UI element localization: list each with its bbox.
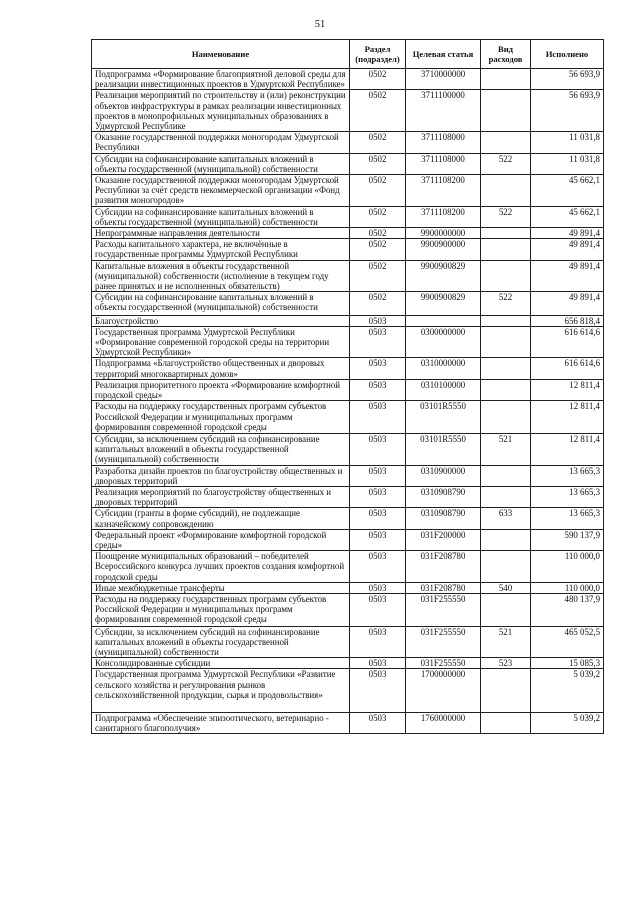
table-row bbox=[92, 153, 604, 174]
table-row bbox=[92, 582, 604, 593]
row-name: Подпрограмма «Обеспечение эпизоотического, ветеринарно - санитарного благополучия» bbox=[92, 712, 350, 733]
row-expense: 540 bbox=[481, 582, 531, 593]
row-article bbox=[406, 315, 481, 326]
row-name: Субсидии, за исключением субсидий на софинансирование капитальных вложений в объекты государственной (муниципальной) собственности bbox=[92, 626, 350, 658]
table-row bbox=[92, 206, 604, 227]
row-article: 9900900829 bbox=[406, 292, 481, 315]
row-article: 031F200000 bbox=[406, 529, 481, 550]
budget-table bbox=[91, 39, 604, 734]
row-section: 0503 bbox=[350, 712, 406, 733]
row-section: 0502 bbox=[350, 292, 406, 315]
row-expense: 521 bbox=[481, 433, 531, 465]
row-section: 0503 bbox=[350, 626, 406, 658]
row-section: 0503 bbox=[350, 551, 406, 583]
table-row bbox=[92, 292, 604, 315]
row-executed: 15 085,3 bbox=[531, 658, 604, 669]
row-section: 0502 bbox=[350, 239, 406, 260]
row-article: 9900900000 bbox=[406, 239, 481, 260]
row-article: 3711108200 bbox=[406, 206, 481, 227]
row-article: 3711100000 bbox=[406, 90, 481, 132]
row-section: 0503 bbox=[350, 593, 406, 626]
row-executed: 590 137,9 bbox=[531, 529, 604, 550]
table-body bbox=[92, 69, 604, 734]
row-expense bbox=[481, 175, 531, 207]
table-row bbox=[92, 712, 604, 733]
table-row bbox=[92, 401, 604, 434]
row-section: 0502 bbox=[350, 228, 406, 239]
row-executed: 45 662,1 bbox=[531, 206, 604, 227]
row-expense bbox=[481, 669, 531, 713]
row-name: Субсидии на софинансирование капитальных вложений в объекты государственной (муниципальной) собственности bbox=[92, 153, 350, 174]
row-article: 0310000000 bbox=[406, 358, 481, 379]
row-executed: 56 693,9 bbox=[531, 90, 604, 132]
row-expense bbox=[481, 358, 531, 379]
row-article: 0310908790 bbox=[406, 486, 481, 507]
row-executed: 12 811,4 bbox=[531, 401, 604, 434]
row-executed: 11 031,8 bbox=[531, 153, 604, 174]
row-section: 0502 bbox=[350, 153, 406, 174]
row-name: Расходы на поддержку государственных программ субъектов Российской Федерации и муниципальных программ формирования современной городской среды bbox=[92, 593, 350, 626]
row-executed: 49 891,4 bbox=[531, 292, 604, 315]
row-executed: 11 031,8 bbox=[531, 132, 604, 153]
table-row bbox=[92, 593, 604, 626]
row-executed: 110 000,0 bbox=[531, 582, 604, 593]
row-name: Субсидии, за исключением субсидий на софинансирование капитальных вложений в объекты государственной (муниципальной) собственности bbox=[92, 433, 350, 465]
row-section: 0502 bbox=[350, 175, 406, 207]
row-section: 0503 bbox=[350, 379, 406, 400]
row-expense: 521 bbox=[481, 626, 531, 658]
row-expense bbox=[481, 132, 531, 153]
row-name: Реализация мероприятий по строительству и (или) реконструкции объектов инфраструктуры в рамках реализации инвестиционных проектов в монопрофильных муниципальных образованиях в Удмуртской Республике bbox=[92, 90, 350, 132]
row-article: 3711108200 bbox=[406, 175, 481, 207]
row-article: 03101R5550 bbox=[406, 433, 481, 465]
row-article: 031F255550 bbox=[406, 658, 481, 669]
row-name: Федеральный проект «Формирование комфортной городской среды» bbox=[92, 529, 350, 550]
row-article: 031F255550 bbox=[406, 593, 481, 626]
row-article: 03101R5550 bbox=[406, 401, 481, 434]
row-article: 1700000000 bbox=[406, 669, 481, 713]
row-expense: 522 bbox=[481, 206, 531, 227]
row-section: 0503 bbox=[350, 433, 406, 465]
row-section: 0502 bbox=[350, 260, 406, 292]
row-executed: 13 665,3 bbox=[531, 486, 604, 507]
header-name: Наименование bbox=[92, 40, 350, 69]
row-section: 0502 bbox=[350, 206, 406, 227]
table-row bbox=[92, 529, 604, 550]
row-expense: 633 bbox=[481, 508, 531, 529]
table-row bbox=[92, 433, 604, 465]
row-expense bbox=[481, 239, 531, 260]
table-row bbox=[92, 358, 604, 379]
row-name: Капитальные вложения в объекты государственной (муниципальной) собственности (исполнение в текущем году ранее принятых и не исполненных обязательств) bbox=[92, 260, 350, 292]
row-expense bbox=[481, 326, 531, 358]
row-executed: 110 000,0 bbox=[531, 551, 604, 583]
row-executed: 5 039,2 bbox=[531, 712, 604, 733]
row-expense: 522 bbox=[481, 153, 531, 174]
row-article: 1760000000 bbox=[406, 712, 481, 733]
row-name: Реализация приоритетного проекта «Формирование комфортной городской среды» bbox=[92, 379, 350, 400]
row-name: Расходы капитального характера, не включённые в государственные программы Удмуртской Республики bbox=[92, 239, 350, 260]
row-expense bbox=[481, 593, 531, 626]
table-row bbox=[92, 175, 604, 207]
row-expense: 522 bbox=[481, 292, 531, 315]
row-name: Подпрограмма «Благоустройство общественных и дворовых территорий многоквартирных домов» bbox=[92, 358, 350, 379]
row-article: 3711108000 bbox=[406, 153, 481, 174]
row-article: 0310100000 bbox=[406, 379, 481, 400]
row-name: Благоустройство bbox=[92, 315, 350, 326]
row-executed: 12 811,4 bbox=[531, 433, 604, 465]
row-article: 0310908790 bbox=[406, 508, 481, 529]
row-executed: 656 818,4 bbox=[531, 315, 604, 326]
row-expense bbox=[481, 712, 531, 733]
table-row bbox=[92, 669, 604, 713]
row-executed: 616 614,6 bbox=[531, 358, 604, 379]
row-section: 0503 bbox=[350, 465, 406, 486]
row-section: 0503 bbox=[350, 582, 406, 593]
row-name: Субсидии на софинансирование капитальных вложений в объекты государственной (муниципальной) собственности bbox=[92, 206, 350, 227]
row-name: Непрограммные направления деятельности bbox=[92, 228, 350, 239]
table-row bbox=[92, 228, 604, 239]
row-name: Разработка дизайн проектов по благоустройству общественных и дворовых территорий bbox=[92, 465, 350, 486]
header-executed: Исполнено bbox=[531, 40, 604, 69]
row-section: 0503 bbox=[350, 529, 406, 550]
row-expense bbox=[481, 228, 531, 239]
row-article: 031F255550 bbox=[406, 626, 481, 658]
row-expense: 523 bbox=[481, 658, 531, 669]
row-section: 0503 bbox=[350, 486, 406, 507]
row-article: 3711108000 bbox=[406, 132, 481, 153]
row-name: Государственная программа Удмуртской Республики «Формирование современной городской среды на территории Удмуртской Республики» bbox=[92, 326, 350, 358]
row-executed: 49 891,4 bbox=[531, 239, 604, 260]
row-section: 0503 bbox=[350, 508, 406, 529]
table-row bbox=[92, 508, 604, 529]
table-row bbox=[92, 486, 604, 507]
row-expense bbox=[481, 379, 531, 400]
table-row bbox=[92, 90, 604, 132]
table-row bbox=[92, 69, 604, 90]
row-executed: 49 891,4 bbox=[531, 260, 604, 292]
row-executed: 616 614,6 bbox=[531, 326, 604, 358]
row-expense bbox=[481, 465, 531, 486]
row-article: 031F208780 bbox=[406, 551, 481, 583]
table-row bbox=[92, 315, 604, 326]
row-section: 0502 bbox=[350, 90, 406, 132]
row-expense bbox=[481, 90, 531, 132]
row-section: 0502 bbox=[350, 132, 406, 153]
row-expense bbox=[481, 315, 531, 326]
row-section: 0502 bbox=[350, 69, 406, 90]
row-executed: 465 052,5 bbox=[531, 626, 604, 658]
table-row bbox=[92, 658, 604, 669]
row-expense bbox=[481, 260, 531, 292]
table-row bbox=[92, 465, 604, 486]
row-name: Оказание государственной поддержки моногородам Удмуртской Республики bbox=[92, 132, 350, 153]
row-expense bbox=[481, 486, 531, 507]
row-section: 0503 bbox=[350, 326, 406, 358]
row-article: 3710000000 bbox=[406, 69, 481, 90]
header-expense: Вид расходов bbox=[481, 40, 531, 69]
row-section: 0503 bbox=[350, 401, 406, 434]
row-section: 0503 bbox=[350, 358, 406, 379]
header-article: Целевая статья bbox=[406, 40, 481, 69]
row-executed: 56 693,9 bbox=[531, 69, 604, 90]
table-row bbox=[92, 260, 604, 292]
row-name: Субсидии (гранты в форме субсидий), не подлежащие казначейскому сопровождению bbox=[92, 508, 350, 529]
row-article: 0310900000 bbox=[406, 465, 481, 486]
row-name: Подпрограмма «Формирование благоприятной деловой среды для реализации инвестиционных проектов в Удмуртской Республике» bbox=[92, 69, 350, 90]
table-row bbox=[92, 379, 604, 400]
row-executed: 12 811,4 bbox=[531, 379, 604, 400]
table-row bbox=[92, 132, 604, 153]
row-name: Поощрение муниципальных образований – победителей Всероссийского конкурса лучших проектов создания комфортной городской среды bbox=[92, 551, 350, 583]
row-executed: 480 137,9 bbox=[531, 593, 604, 626]
table-row bbox=[92, 551, 604, 583]
row-executed: 5 039,2 bbox=[531, 669, 604, 713]
row-name: Иные межбюджетные трансферты bbox=[92, 582, 350, 593]
row-name: Субсидии на софинансирование капитальных вложений в объекты государственной (муниципальной) собственности bbox=[92, 292, 350, 315]
row-section: 0503 bbox=[350, 658, 406, 669]
table-row bbox=[92, 626, 604, 658]
table-row bbox=[92, 326, 604, 358]
row-expense bbox=[481, 529, 531, 550]
row-name: Консолидированные субсидии bbox=[92, 658, 350, 669]
row-article: 9900000000 bbox=[406, 228, 481, 239]
row-article: 9900900829 bbox=[406, 260, 481, 292]
row-name: Государственная программа Удмуртской Республики «Развитие сельского хозяйства и регулирования рынков сельскохозяйственной продукции, сырья и продовольствия» bbox=[92, 669, 350, 713]
row-executed: 49 891,4 bbox=[531, 228, 604, 239]
row-section: 0503 bbox=[350, 315, 406, 326]
row-name: Расходы на поддержку государственных программ субъектов Российской Федерации и муниципальных программ формирования современной городской среды bbox=[92, 401, 350, 434]
row-expense bbox=[481, 551, 531, 583]
header-section: Раздел (подраздел) bbox=[350, 40, 406, 69]
row-name: Реализация мероприятий по благоустройству общественных и дворовых территорий bbox=[92, 486, 350, 507]
page-number: 51 bbox=[314, 19, 326, 30]
row-expense bbox=[481, 401, 531, 434]
row-executed: 13 665,3 bbox=[531, 465, 604, 486]
row-executed: 45 662,1 bbox=[531, 175, 604, 207]
table-header-row bbox=[92, 40, 604, 69]
row-executed: 13 665,3 bbox=[531, 508, 604, 529]
row-section: 0503 bbox=[350, 669, 406, 713]
row-article: 031F208780 bbox=[406, 582, 481, 593]
table-row bbox=[92, 239, 604, 260]
row-name: Оказание государственной поддержки моногородам Удмуртской Республики за счёт средств некоммерческой организации «Фонд развития моногородов» bbox=[92, 175, 350, 207]
row-expense bbox=[481, 69, 531, 90]
row-article: 0300000000 bbox=[406, 326, 481, 358]
